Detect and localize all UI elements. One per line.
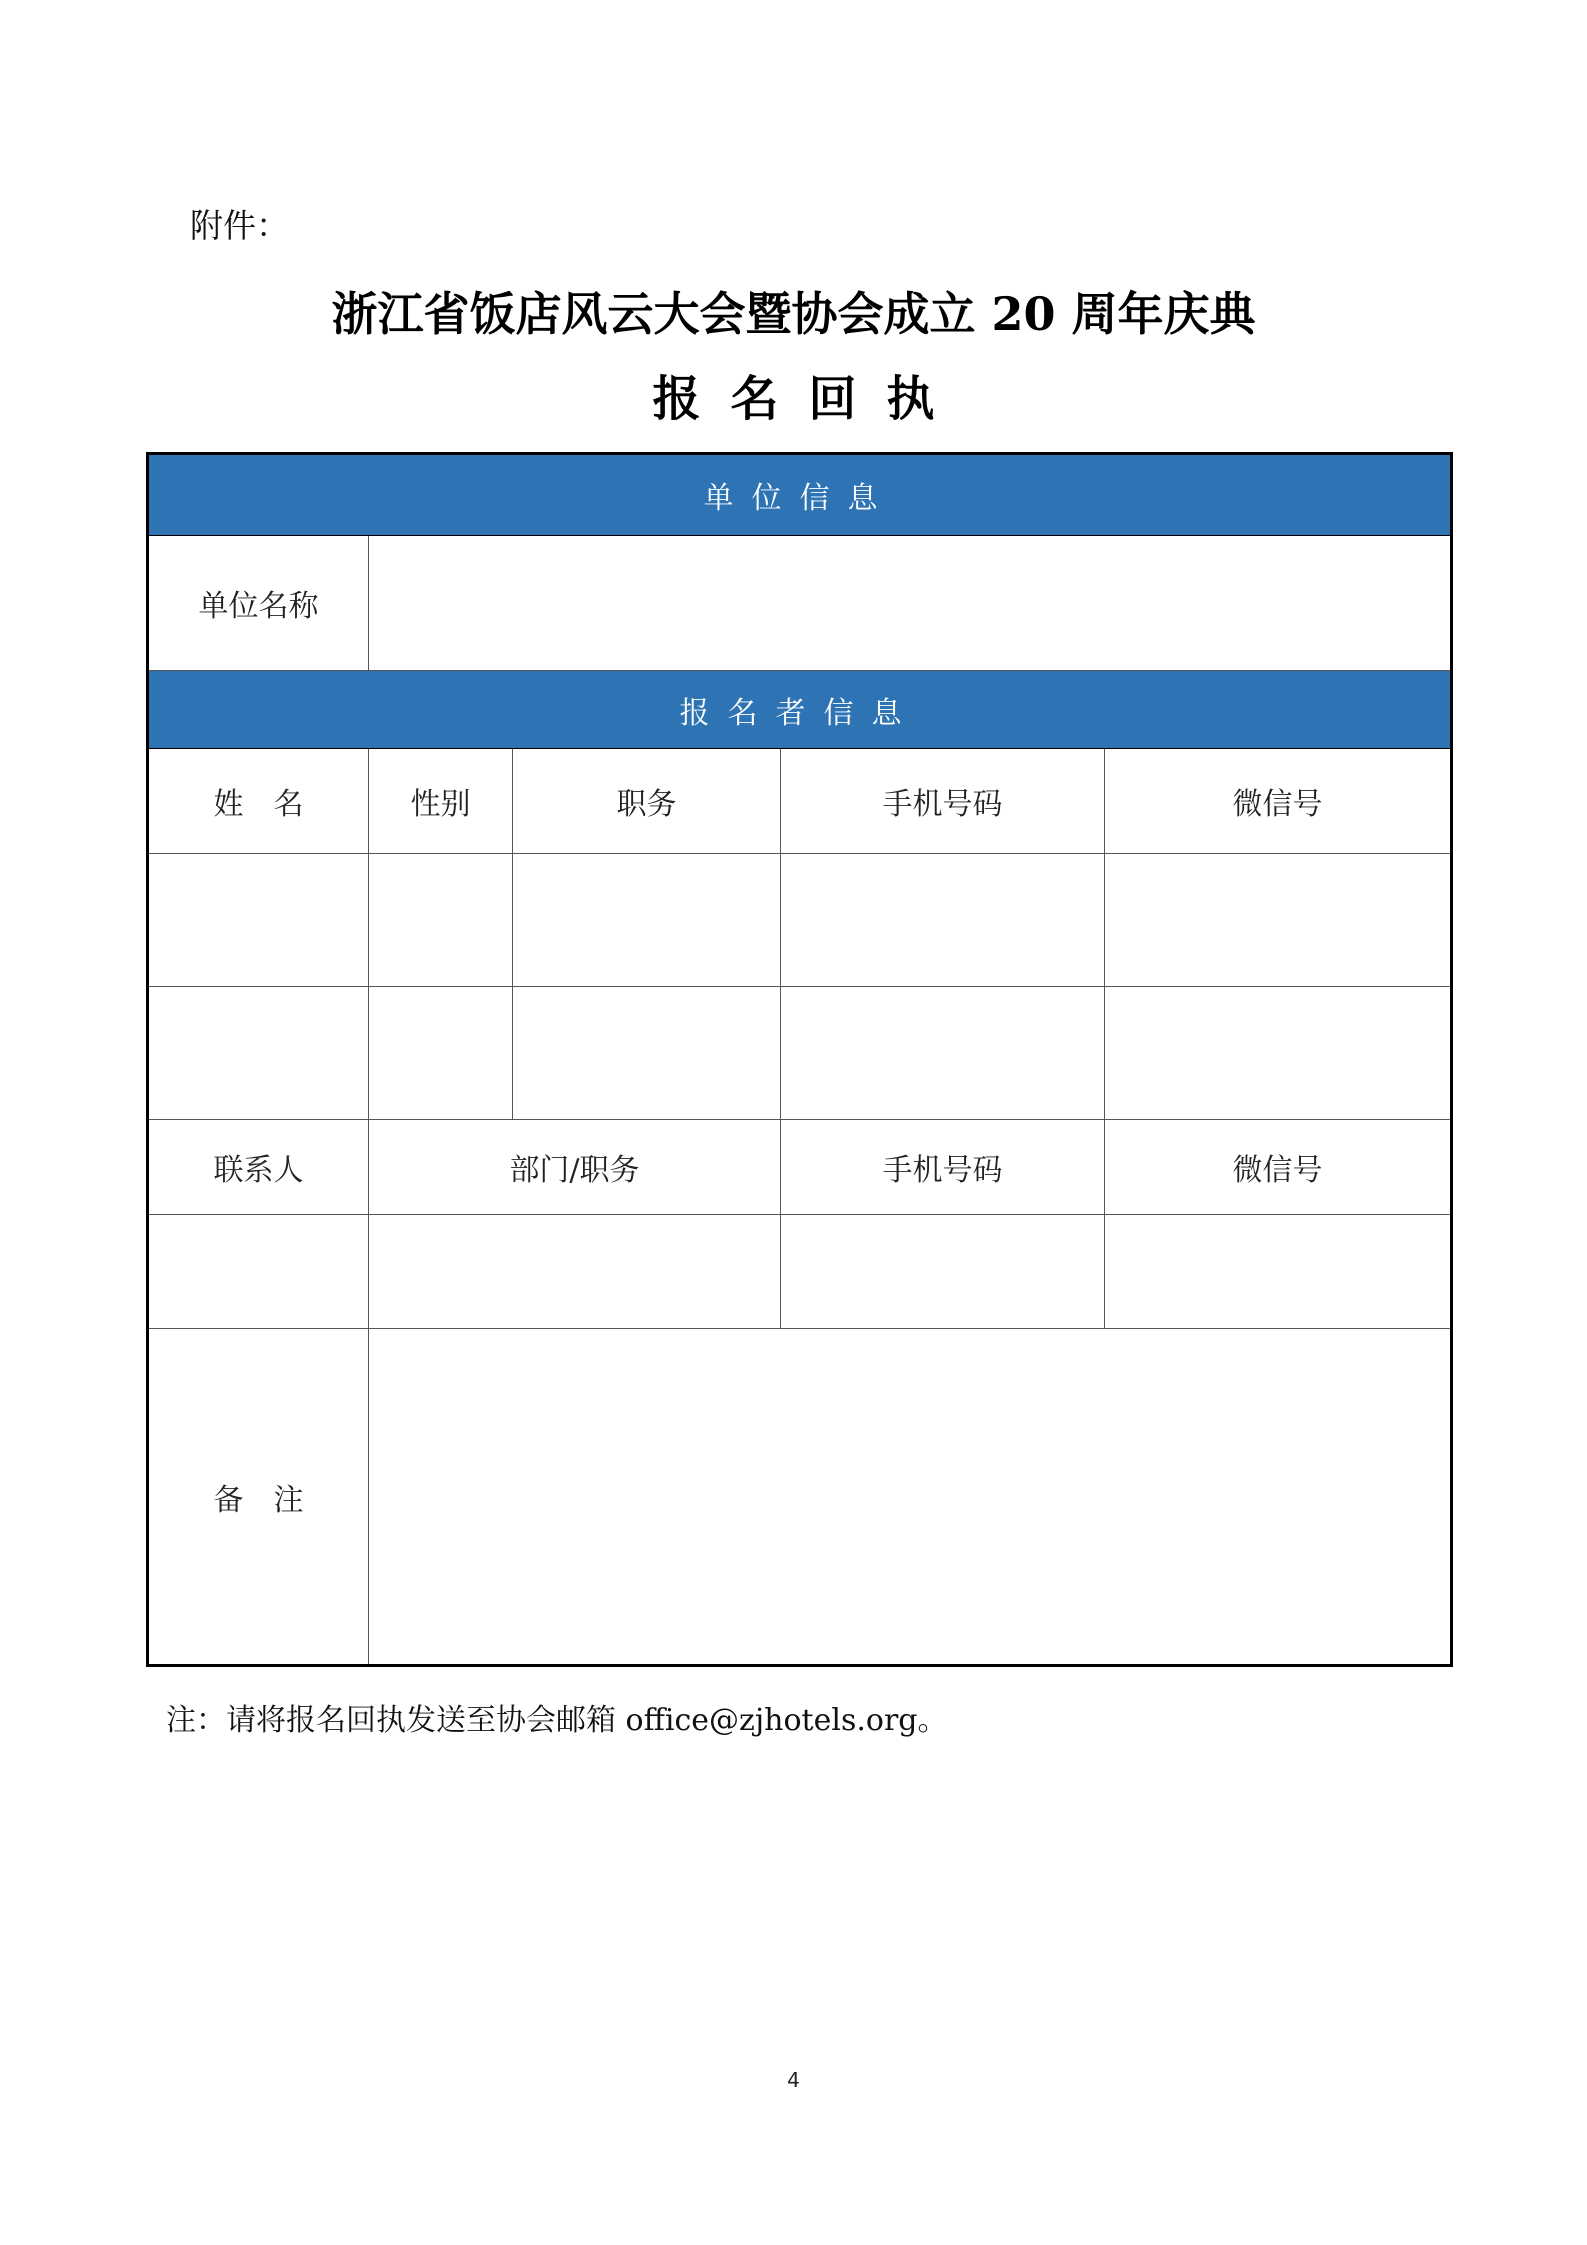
phone-field[interactable] [781, 987, 1105, 1120]
gender-field[interactable] [369, 854, 513, 987]
unit-name-row [148, 536, 1452, 671]
unit-name-label: 单位名称 [148, 536, 369, 671]
contact-row [148, 1215, 1452, 1329]
contact-wechat-header: 微信号 [1105, 1120, 1452, 1215]
contact-label: 联系人 [148, 1120, 369, 1215]
registrant-header-row [148, 749, 1452, 854]
attachment-label: 附件： [190, 206, 289, 245]
col-header-position: 职务 [513, 749, 781, 854]
col-header-name: 姓 名 [148, 749, 369, 854]
name-field[interactable] [148, 854, 369, 987]
page-number: 4 [787, 2068, 800, 2092]
registrant-row [148, 854, 1452, 987]
section-title-unit: 单位信息 [148, 454, 1452, 536]
unit-name-field[interactable] [369, 536, 1452, 671]
position-field[interactable] [513, 987, 781, 1120]
contact-dept-field[interactable] [369, 1215, 781, 1329]
wechat-field[interactable] [1105, 987, 1452, 1120]
remarks-field[interactable] [369, 1329, 1452, 1666]
section-title-registrant: 报名者信息 [148, 671, 1452, 749]
wechat-field[interactable] [1105, 854, 1452, 987]
col-header-gender: 性别 [369, 749, 513, 854]
contact-name-field[interactable] [148, 1215, 369, 1329]
gender-field[interactable] [369, 987, 513, 1120]
footer-note: 注：请将报名回执发送至协会邮箱 office@zjhotels.org。 [166, 1703, 948, 1738]
section-header-registrant [148, 671, 1452, 749]
contact-header-row [148, 1120, 1452, 1215]
contact-phone-header: 手机号码 [781, 1120, 1105, 1215]
contact-wechat-field[interactable] [1105, 1215, 1452, 1329]
document-subtitle: 报名回执 [652, 371, 965, 427]
registration-form [146, 452, 1453, 1667]
phone-field[interactable] [781, 854, 1105, 987]
document-title: 浙江省饭店风云大会暨协会成立 20 周年庆典 [331, 287, 1256, 341]
section-header-unit [148, 454, 1452, 536]
contact-dept-header: 部门/职务 [369, 1120, 781, 1215]
remarks-row [148, 1329, 1452, 1666]
col-header-phone: 手机号码 [781, 749, 1105, 854]
col-header-wechat: 微信号 [1105, 749, 1452, 854]
position-field[interactable] [513, 854, 781, 987]
registrant-row [148, 987, 1452, 1120]
contact-phone-field[interactable] [781, 1215, 1105, 1329]
name-field[interactable] [148, 987, 369, 1120]
remarks-label: 备 注 [148, 1329, 369, 1666]
